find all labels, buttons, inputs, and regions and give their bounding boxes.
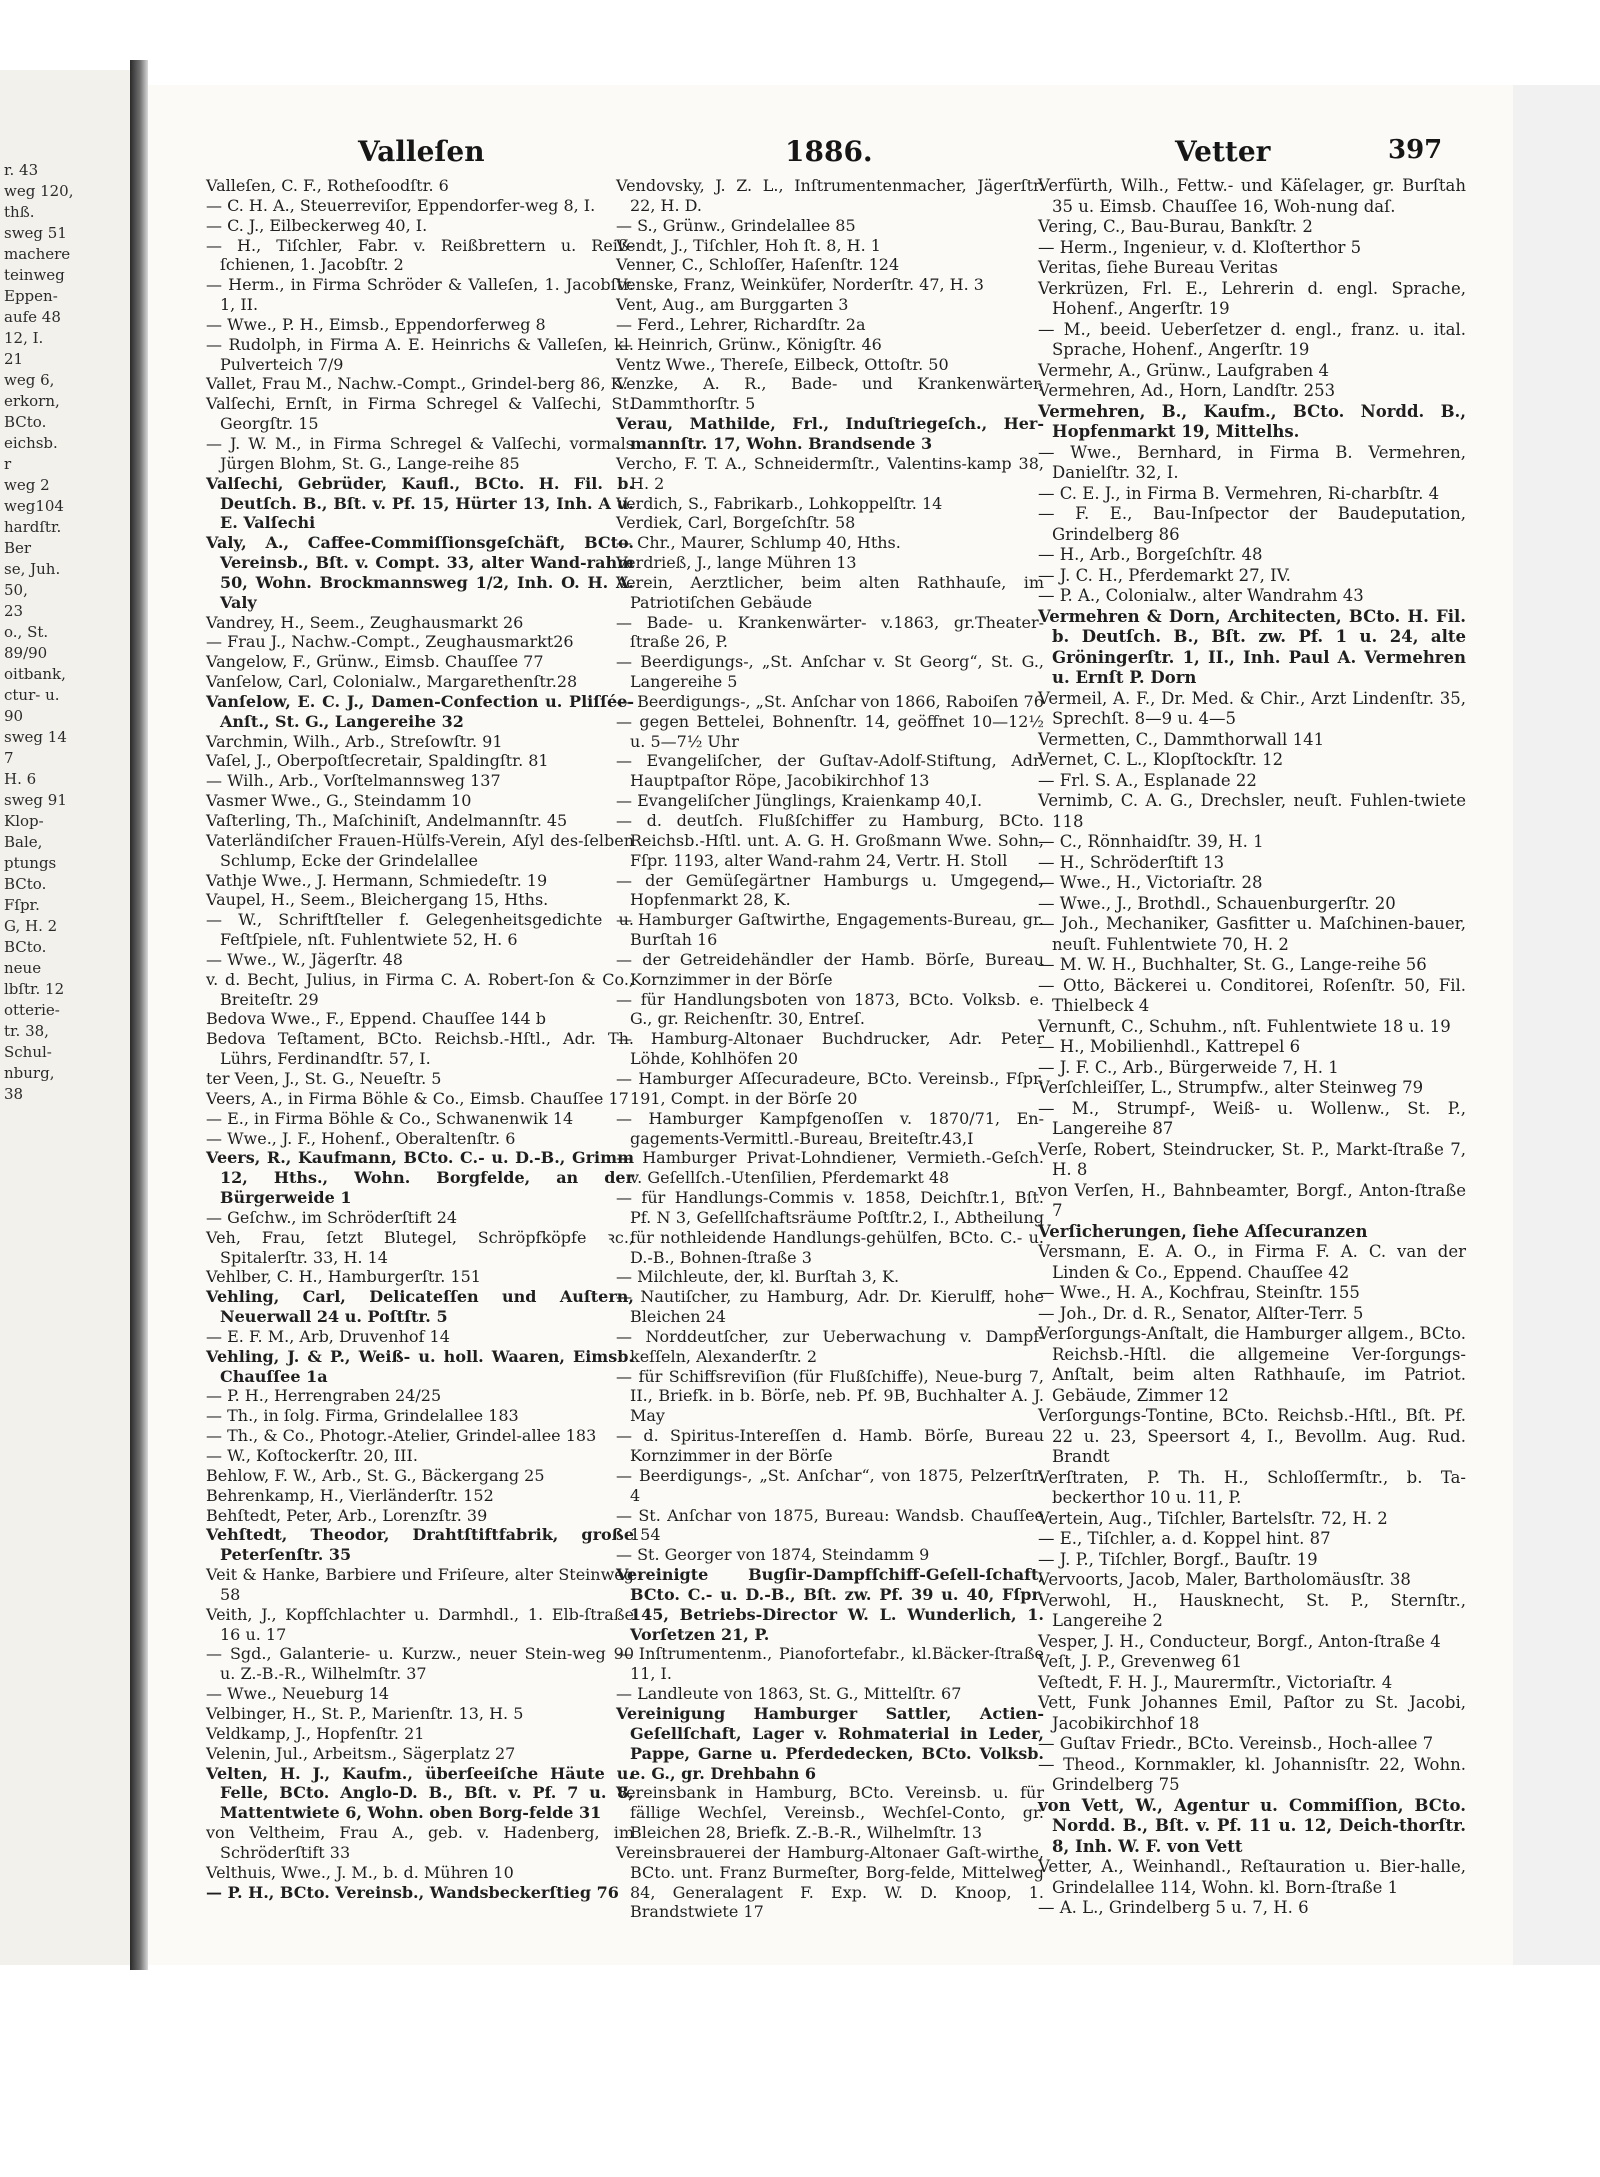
left-edge-fragment: lbſtr. 12 [4,980,65,998]
directory-entry: Veit & Hanke, Barbiere und Friſeure, alter Steinweg 58 [206,1565,634,1604]
left-edge-fragment: aufe 48 [4,308,61,326]
directory-entry: — Inſtrumentenm., Pianofortefabr., kl.Bäcker-ſtraße 11, I. [616,1644,1044,1684]
left-edge-fragment: Ber [4,539,32,557]
directory-entry: Velenin, Jul., Arbeitsm., Sägerplatz 27 [206,1743,516,1763]
directory-entry: — H., Mobilienhdl., Kattrepel 6 [1038,1037,1301,1056]
directory-entry: — Joh., Mechaniker, Gasfitter u. Maſchinen-bauer, neuſt. Fuhlentwiete 70, H. 2 [1038,914,1466,954]
left-edge-fragment: Klop- [4,812,44,830]
scan-margin [1513,85,1600,1965]
directory-entry: Vehſtedt, Theodor, Drahtſtiftfabrik, große Peterſenſtr. 35 [206,1525,634,1565]
left-edge-fragment: sweg 51 [4,224,67,242]
directory-entry: — Sgd., Galanterie- u. Kurzw., neuer Stein-weg 90 u. Z.-B.-R., Wilhelmſtr. 37 [206,1644,634,1684]
left-edge-fragment: erkorn, [4,392,60,410]
directory-entry: — A. L., Grindelberg 5 u. 7, H. 6 [1038,1898,1309,1917]
directory-entry: Verſtraten, P. Th. H., Schloſſermſtr., b. Ta-beckerthor 10 u. 11, P. [1038,1467,1466,1507]
directory-entry: — E., in Firma Böhle & Co., Schwanenwik 14 [206,1108,574,1128]
directory-entry: — Hamburger Privat-Lohndiener, Vermieth.-Geſch. v. Geſellſch.-Utenſilien, Pferdemarkt 48 [616,1148,1044,1188]
directory-entry: — Otto, Bäckerei u. Conditorei, Roſenſtr. 50, Fil. Thielbeck 4 [1038,975,1466,1015]
directory-entry: — Milchleute, der, kl. Burſtah 3, K. [616,1267,900,1287]
directory-entry: Veſt, J. P., Grevenweg 61 [1038,1652,1242,1671]
left-edge-fragment: 7 [4,749,14,767]
directory-entry: — W., Koſtockerſtr. 20, III. [206,1446,418,1465]
directory-entry: Verſicherungen, ſiehe Aſſecuranzen [1038,1221,1368,1241]
left-edge-fragment: se, Juh. [4,560,61,578]
directory-entry: Valſechi, Ernſt, in Firma Schregel & Valſechi, St. Georgſtr. 15 [206,394,634,434]
directory-entry: — J. F. C., Arb., Bürgerweide 7, H. 1 [1038,1057,1339,1077]
directory-entry: Verſorgungs-Anſtalt, die Hamburger allgem., BCto. Reichsb.-Hſtl. die allgemeine Ver-ſorgungs-Anſtalt, beim alten Rathhauſe, im Patriot. Gebäude, Zimmer 12 [1038,1324,1466,1405]
directory-entry: — Frl. S. A., Esplanade 22 [1038,770,1257,790]
directory-entry: Verdrieß, J., lange Mühren 13 [616,553,857,573]
directory-entry: Behſtedt, Peter, Arb., Lorenzſtr. 39 [206,1505,488,1525]
directory-entry: — Th., in ſolg. Firma, Grindelallee 183 [206,1406,519,1426]
directory-entry: Vereinigung Hamburger Sattler, Actien-Geſellſchaft, Lager v. Rohmaterial in Leder, Pappe, Garne u. Pferdedecken, BCto. Volksb. e. G., gr. Drehbahn 6 [616,1703,1044,1783]
directory-entry: Venzke, A. R., Bade- und Krankenwärter, Dammthorſtr. 5 [616,374,1044,414]
directory-entry: — J. P., Tiſchler, Borgf., Bauſtr. 19 [1038,1549,1318,1569]
directory-entry: Veldkamp, J., Hopfenſtr. 21 [206,1723,425,1743]
directory-entry: Bedova Wwe., F., Eppend. Chauſſee 144 b [206,1009,546,1029]
directory-entry: — H., Tiſchler, Fabr. v. Reißbrettern u. Reiß-ſchienen, 1. Jacobſtr. 2 [206,235,634,275]
directory-entry: von Vett, W., Agentur u. Commiſſion, BCto. Nordd. B., Bſt. v. Pf. 11 u. 12, Deich-thorſtr. 8, Inh. W. F. von Vett [1038,1795,1466,1856]
directory-entry: Velten, H. J., Kaufm., überſeeiſche Häute u. Felle, BCto. Anglo-D. B., Bſt. v. Pf. 7 u. 8, Mattentwiete 6, Wohn. oben Borg-felde 31 [206,1763,634,1823]
left-edge-fragment: Fſpr. [4,896,40,914]
directory-entry: Vermetten, C., Dammthorwall 141 [1038,729,1325,749]
directory-entry: — St. Anſchar von 1875, Bureau: Wandsb. Chauſſee 154 [616,1505,1044,1545]
directory-entry: Vermehr, A., Grünw., Laufgraben 4 [1038,360,1330,380]
directory-entry: — J. C. H., Pferdemarkt 27, IV. [1038,565,1291,585]
directory-entry: — Geſchw., im Schröderſtift 24 [206,1207,458,1227]
directory-entry: — Wwe., Neueburg 14 [206,1684,390,1704]
directory-entry: ter Veen, J., St. G., Neueſtr. 5 [206,1068,442,1088]
directory-entry: — P. H., BCto. Vereinsb., Wandsbeckerſtieg 76 [206,1882,619,1902]
directory-entry: — Hamburger Kampfgenoſſen v. 1870/71, En-gagements-Vermittl.-Bureau, Breiteſtr.43,I [616,1108,1044,1148]
directory-entry: Vallet, Frau M., Nachw.-Compt., Grindel-berg 86, K. [206,374,628,394]
directory-entry: — Wwe., W., Jägerſtr. 48 [206,949,403,969]
directory-entry: Veh, Frau, ſetzt Blutegel, Schröpfköpfe ꝛc., Spitalerſtr. 33, H. 14 [206,1227,634,1267]
directory-entry: — C. J., Eilbeckerweg 40, I. [206,215,428,235]
directory-entry: — W., Schriftſteller f. Gelegenheitsgedichte u. Feſtſpiele, nſt. Fuhlentwiete 52, H. 6 [206,910,634,950]
directory-entry: Vereinsbank in Hamburg, BCto. Vereinsb. u. für fällige Wechſel, Vereinsb., Wechſel-Conto, gr. Bleichen 28, Briefk. Z.-B.-R., Wilhelmſtr. 13 [616,1783,1044,1843]
directory-entry: — Norddeutſcher, zur Ueberwachung v. Dampf-keſſeln, Alexanderſtr. 2 [616,1326,1044,1366]
directory-entry: — gegen Bettelei, Bohnenſtr. 14, geöffnet 10—12½ u. 5—7½ Uhr [616,711,1044,751]
left-edge-fragment: oitbank, [4,665,66,683]
directory-entry: Vermeil, A. F., Dr. Med. & Chir., Arzt Lindenſtr. 35, Sprechſt. 8—9 u. 4—5 [1038,688,1466,728]
directory-entry: Vehling, J. & P., Weiß- u. holl. Waaren, Eimsb. Chauſſee 1a [206,1346,634,1386]
directory-entry: Vernet, C. L., Klopſtockſtr. 12 [1038,750,1284,769]
directory-entry: Veers, A., in Firma Böhle & Co., Eimsb. Chauſſee 17 [206,1088,629,1108]
directory-entry: Verdich, S., Fabrikarb., Lohkoppelſtr. 14 [616,493,943,513]
left-edge-fragment: 89/90 [4,644,48,662]
directory-entry: — C., Rönnhaidſtr. 39, H. 1 [1038,832,1264,851]
directory-entry: — Heinrich, Grünw., Königſtr. 46 [616,334,882,354]
directory-entry: — Theod., Kornmakler, kl. Johannisſtr. 22, Wohn. Grindelberg 75 [1038,1754,1466,1794]
directory-entry: Veſtedt, F. H. J., Maurermſtr., Victoriaſtr. 4 [1038,1672,1393,1692]
directory-entry: — Chr., Maurer, Schlump 40, Hths. [616,533,901,553]
directory-entry: Bedova Teſtament, BCto. Reichsb.-Hſtl., Adr. Th. Lührs, Ferdinandſtr. 57, I. [206,1029,634,1069]
left-page-fragments [4,160,128,1105]
directory-entry: Veers, R., Kaufmann, BCto. C.- u. D.-B., Grimm 12, Hths., Wohn. Borgfelde, an der Bürgerweide 1 [206,1148,634,1208]
directory-entry: Verdiek, Carl, Borgeſchſtr. 58 [616,513,856,533]
directory-entry: Vervoorts, Jacob, Maler, Bartholomäusſtr. 38 [1038,1570,1411,1589]
directory-entry: — St. Georger von 1874, Steindamm 9 [616,1545,930,1565]
directory-entry: Veith, J., Kopfſchlachter u. Darmhdl., 1. Elb-ſtraße 16 u. 17 [206,1604,634,1644]
directory-entry: Varchmin, Wilh., Arb., Streſowſtr. 91 [206,731,503,751]
directory-entry: Behlow, F. W., Arb., St. G., Bäckergang 25 [206,1465,545,1485]
left-edge-fragment: Bale, [4,833,43,851]
directory-column-3 [1038,176,1466,1919]
directory-column-2 [616,176,1044,1922]
directory-entry: — Wwe., J., Brothdl., Schauenburgerſtr. 20 [1038,893,1396,913]
left-edge-fragment: 50, [4,581,28,599]
directory-entry: — Frau J., Nachw.-Compt., Zeughausmarkt26 [206,632,574,652]
directory-entry: Valſechi, Gebrüder, Kaufl., BCto. H. Fil. b. Deutſch. B., Bſt. v. Pf. 15, Hürter 13, Inh. A u. E. Valſechi [206,473,634,533]
directory-entry: — Rudolph, in Firma A. E. Heinrichs & Valleſen, kl. Pulverteich 7/9 [206,334,634,374]
directory-entry: — Wwe., H., Victoriaſtr. 28 [1038,873,1263,892]
directory-entry: — Evangeliſcher, der Guſtav-Adolf-Stiftung, Adr. Hauptpaſtor Röpe, Jacobikirchhof 13 [616,751,1044,791]
directory-entry: von Verſen, H., Bahnbeamter, Borgf., Anton-ſtraße 7 [1038,1180,1466,1220]
directory-entry: Velthuis, Wwe., J. M., b. d. Mühren 10 [206,1862,514,1882]
directory-entry: — Hamburger Aſſecuradeure, BCto. Vereinsb., Fſpr. 191, Compt. in der Börſe 20 [616,1068,1044,1108]
directory-entry: — M. W. H., Buchhalter, St. G., Lange-reihe 56 [1038,955,1427,974]
directory-entry: Verſchleiſſer, L., Strumpfw., alter Steinweg 79 [1038,1078,1424,1097]
left-edge-fragment: Eppen- [4,287,58,305]
directory-entry: Vering, C., Bau-Burau, Bankſtr. 2 [1038,217,1313,236]
left-edge-fragment: nburg, [4,1064,55,1082]
left-edge-fragment: weg 6, [4,371,55,389]
directory-entry: v. d. Becht, Julius, in Firma C. A. Robert-ſon & Co., Breiteſtr. 29 [206,969,634,1009]
left-edge-fragment: H. 6 [4,770,37,788]
left-edge-fragment: BCto. [4,413,47,431]
directory-entry: — E. F. M., Arb, Druvenhof 14 [206,1326,450,1346]
directory-entry: Ventz Wwe., Thereſe, Eilbeck, Ottoſtr. 50 [616,354,949,374]
left-edge-fragment: otterie- [4,1001,60,1019]
directory-entry: Veritas, ſiehe Bureau Veritas [1038,258,1278,277]
directory-entry: — Wilh., Arb., Vorſtelmannsweg 137 [206,771,501,791]
directory-page [148,85,1513,1965]
directory-entry: Verwohl, H., Hausknecht, St. P., Sternſtr., Langereihe 2 [1038,1590,1466,1630]
directory-entry: — Nautiſcher, zu Hamburg, Adr. Dr. Kierulff, hohe Bleichen 24 [616,1287,1044,1327]
left-edge-fragment: teinweg [4,266,65,284]
directory-column-1 [206,176,634,1902]
directory-entry: — P. A., Colonialw., alter Wandrahm 43 [1038,586,1364,605]
directory-entry: Vereinsbrauerei der Hamburg-Altonaer Gaſt-wirthe, BCto. unt. Franz Burmeſter, Borg-felde, Mittelweg 84, Generalagent F. Exp. W. D. Knoop, 1. Brandstwiete 17 [616,1842,1044,1922]
directory-entry: Vertein, Aug., Tiſchler, Bartelsſtr. 72, H. 2 [1038,1508,1388,1528]
directory-entry: Vandrey, H., Seem., Zeughausmarkt 26 [206,612,524,632]
running-head-right: Vetter [1175,135,1271,168]
directory-entry: Vernimb, C. A. G., Drechsler, neuſt. Fuhlen-twiete 118 [1038,791,1466,831]
directory-entry: Vanſelow, Carl, Colonialw., Margarethenſtr.28 [206,672,578,692]
directory-entry: — für Schiffsreviſion (für Flußſchiffe), Neue-burg 7, II., Briefk. in b. Börſe, neb. Pf. 9B, Buchhalter A. J. May [616,1366,1044,1426]
left-edge-fragment: thß. [4,203,35,221]
directory-entry: von Veltheim, Frau A., geb. v. Hadenberg, im Schröderſtift 33 [206,1823,634,1862]
left-edge-fragment: 23 [4,602,24,620]
directory-entry: — Evangeliſcher Jünglings, Kraienkamp 40,I. [616,791,983,811]
directory-entry: — Guſtav Friedr., BCto. Vereinsb., Hoch-allee 7 [1038,1734,1434,1753]
directory-entry: — d. Spiritus-Intereſſen d. Hamb. Börſe, Bureau Kornzimmer in der Börſe [616,1426,1044,1465]
directory-entry: Vendt, J., Tiſchler, Hoh ſt. 8, H. 1 [616,235,881,255]
directory-entry: — Wwe., P. H., Eimsb., Eppendorferweg 8 [206,314,546,334]
directory-entry: — S., Grünw., Grindelallee 85 [616,215,856,235]
directory-entry: Vermehren, B., Kaufm., BCto. Nordd. B., Hopfenmarkt 19, Mittelhs. [1038,401,1466,441]
left-edge-fragment: 21 [4,350,24,368]
directory-entry: Vett, Funk Johannes Emil, Paſtor zu St. Jacobi, Jacobikirchhof 18 [1038,1693,1466,1733]
directory-entry: Verſorgungs-Tontine, BCto. Reichsb.-Hſtl., Bſt. Pf. 22 u. 23, Speersort 4, I., Bevollm. Aug. Rud. Brandt [1038,1406,1466,1466]
directory-entry: Vehling, Carl, Delicateſſen und Auſtern, Neuerwall 24 u. Poſtſtr. 5 [206,1287,634,1327]
left-page-edge [0,70,132,1965]
left-edge-fragment: Schul- [4,1043,52,1061]
directory-entry: — Wwe., J. F., Hohenf., Oberaltenſtr. 6 [206,1128,516,1148]
directory-entry: — Beerdigungs-, „St. Anſchar von 1866, Raboiſen 76 [616,691,1044,711]
directory-entry: Venner, C., Schloſſer, Haſenſtr. 124 [616,255,900,275]
left-edge-fragment: BCto. [4,875,47,893]
directory-entry: Behrenkamp, H., Vierländerſtr. 152 [206,1485,494,1505]
running-head-year: 1886. [785,135,873,168]
directory-entry: Vent, Aug., am Burggarten 3 [616,295,849,315]
left-edge-fragment: weg104 [4,497,64,515]
directory-entry: — Beerdigungs-, „St. Anſchar“, von 1875, Pelzerſtr. 4 [616,1465,1044,1505]
directory-entry: — Hamburger Gaſtwirthe, Engagements-Bureau, gr. Burſtah 16 [616,910,1044,950]
directory-entry: Verein, Aerztlicher, beim alten Rathhauſe, im Patriotiſchen Gebäude [616,572,1044,612]
directory-entry: Verfürth, Wilh., Fettw.- und Käſelager, gr. Burſtah 35 u. Eimsb. Chauſſee 16, Woh-nung daſ. [1038,176,1466,216]
directory-entry: Vathje Wwe., J. Hermann, Schmiedeſtr. 19 [206,870,548,890]
directory-entry: Verſe, Robert, Steindrucker, St. P., Markt-ſtraße 7, H. 8 [1038,1139,1466,1179]
left-edge-fragment: r [4,455,12,473]
left-edge-fragment: eichsb. [4,434,58,452]
directory-entry: Velbinger, H., St. P., Marienſtr. 13, H. 5 [206,1703,524,1723]
directory-entry: — Landleute von 1863, St. G., Mittelſtr. 67 [616,1684,962,1704]
page-number: 397 [1388,135,1443,165]
directory-entry: Verkrüzen, Frl. E., Lehrerin d. engl. Sprache, Hohenf., Angerſtr. 19 [1038,278,1466,318]
directory-entry: — E., Tiſchler, a. d. Koppel hint. 87 [1038,1529,1331,1548]
directory-entry: Vehlber, C. H., Hamburgerſtr. 151 [206,1267,481,1287]
directory-entry: Vermehren & Dorn, Architecten, BCto. H. Fil. b. Deutſch. B., Bſt. zw. Pf. 1 u. 24, alte Gröningerſtr. 1, II., Inh. Paul A. Vermehren u. Ernſt P. Dorn [1038,606,1466,687]
directory-entry: Vaupel, H., Seem., Bleichergang 15, Hths. [206,890,549,910]
directory-entry: — F. E., Bau-Inſpector der Baudeputation, Grindelberg 86 [1038,504,1466,544]
directory-entry: Valleſen, C. F., Rotheſoodſtr. 6 [206,176,449,195]
left-edge-fragment: r. 43 [4,161,39,179]
left-edge-fragment: machere [4,245,71,263]
directory-entry: Verau, Mathilde, Frl., Induſtriegeſch., Her-mannſtr. 17, Wohn. Brandsende 3 [616,414,1044,453]
directory-entry: — Joh., Dr. d. R., Senator, Alſter-Terr. 5 [1038,1303,1364,1323]
directory-entry: — C. E. J., in Firma B. Vermehren, Ri-charbſtr. 4 [1038,483,1440,503]
directory-entry: — Bade- u. Krankenwärter- v.1863, gr.Theater-ſtraße 26, P. [616,612,1044,652]
directory-entry: Vanſelow, E. C. J., Damen-Confection u. Pliſſée-Anſt., St. G., Langereihe 32 [206,691,634,731]
left-edge-fragment: sweg 14 [4,728,67,746]
directory-entry: Vernunft, C., Schuhm., nſt. Fuhlentwiete 18 u. 19 [1038,1016,1451,1036]
book-gutter [130,60,148,1970]
directory-entry: — der Gemüſegärtner Hamburgs u. Umgegend, Hopfenmarkt 28, K. [616,870,1044,910]
directory-entry: — der Getreidehändler der Hamb. Börſe, Bureau Kornzimmer in der Börſe [616,949,1044,989]
left-edge-fragment: ptungs [4,854,57,872]
directory-entry: Vereinigte Bugſir-Dampfſchiff-Geſell-ſchaft, BCto. C.- u. D.-B., Bſt. zw. Pf. 39 u. 40, Fſpr. 145, Betriebs-Director W. L. Wunderlich, 1. Vorſetzen 21, P. [616,1565,1044,1644]
left-edge-fragment: weg 120, [4,182,74,200]
directory-entry: Valy, A., Caffee-Commiſſionsgeſchäft, BCto. Vereinsb., Bſt. v. Compt. 33, alter Wand-rahm 50, Wohn. Brockmannsweg 1/2, Inh. O. H. A. Valy [206,533,634,612]
directory-entry: — H., Schröderſtift 13 [1038,852,1225,872]
directory-entry: — M., beeid. Ueberſetzer d. engl., franz. u. ital. Sprache, Hohenf., Angerſtr. 19 [1038,319,1466,359]
left-edge-fragment: tr. 38, [4,1022,49,1040]
directory-entry: Vasmer Wwe., G., Steindamm 10 [206,791,472,811]
directory-entry: Vangelow, F., Grünw., Eimsb. Chauſſee 77 [206,652,544,672]
left-edge-fragment: 90 [4,707,24,725]
directory-entry: — J. W. M., in Firma Schregel & Valſechi, vormals Jürgen Blohm, St. G., Lange-reihe 85 [206,433,634,473]
left-edge-fragment: ctur- u. [4,686,60,704]
directory-entry: — Ferd., Lehrer, Richardſtr. 2a [616,314,866,334]
left-edge-fragment: weg 2 [4,476,50,494]
directory-entry: — Herm., Ingenieur, v. d. Kloſterthor 5 [1038,237,1362,257]
left-edge-fragment: 38 [4,1085,24,1103]
left-edge-fragment: sweg 91 [4,791,67,809]
directory-entry: — Th., & Co., Photogr.-Atelier, Grindel-allee 183 [206,1426,597,1446]
directory-entry: Vermehren, Ad., Horn, Landſtr. 253 [1038,381,1336,400]
directory-entry: — H., Arb., Borgeſchſtr. 48 [1038,545,1263,564]
left-edge-fragment: o., St. [4,623,49,641]
directory-entry: — P. H., Herrengraben 24/25 [206,1386,442,1406]
left-edge-fragment: neue [4,959,42,977]
directory-entry: — d. deutſch. Flußſchiffer zu Hamburg, BCto. Reichsb.-Hſtl. unt. A. G. H. Großmann Wwe. Sohn, Fſpr. 1193, alter Wand-rahm 24, Vertr. H. Stoll [616,811,1044,870]
directory-entry: Vendovsky, J. Z. L., Inſtrumentenmacher, Jägerſtr. 22, H. D. [616,176,1044,215]
left-edge-fragment: hardſtr. [4,518,62,536]
directory-entry: — für Handlungs-Commis v. 1858, Deichſtr.1, Bſt. Pf. N 3, Geſellſchaftsräume Poſtſtr.2, I., Abtheilung für nothleidende Handlungs-gehülfen, BCto. C.- u. D.-B., Bohnen-ſtraße 3 [616,1188,1044,1267]
running-head-left: Valleſen [358,135,485,168]
directory-entry: — C. H. A., Steuerreviſor, Eppendorfer-weg 8, I. [206,195,596,215]
directory-entry: — Wwe., Bernhard, in Firma B. Vermehren, Danielſtr. 32, I. [1038,442,1466,482]
directory-entry: Vaſel, J., Oberpoſtſecretair, Spaldingſtr. 81 [206,751,549,771]
directory-entry: Vercho, F. T. A., Schneidermſtr., Valentins-kamp 38, H. 2 [616,453,1044,493]
directory-entry: Venske, Franz, Weinküfer, Norderſtr. 47, H. 3 [616,275,984,295]
directory-entry: Vetter, A., Weinhandl., Reſtauration u. Bier-halle, Grindelallee 114, Wohn. kl. Born-ſtraße 1 [1038,1857,1466,1897]
left-edge-fragment: BCto. [4,938,47,956]
directory-entry: — Beerdigungs-, „St. Anſchar v. St Georg“, St. G., Langereihe 5 [616,652,1044,692]
directory-entry: — für Handlungsboten von 1873, BCto. Volksb. e. G., gr. Reichenſtr. 30, Entreſ. [616,989,1044,1029]
directory-entry: Versmann, E. A. O., in Firma F. A. C. van der Linden & Co., Eppend. Chauſſee 42 [1038,1242,1466,1282]
left-edge-fragment: 12, I. [4,329,44,347]
directory-entry: — Herm., in Firma Schröder & Valleſen, 1. Jacobſtr. 1, II. [206,275,634,315]
directory-entry: — Wwe., H. A., Kochfrau, Steinſtr. 155 [1038,1283,1360,1302]
directory-entry: — M., Strumpf-, Weiß- u. Wollenw., St. P., Langereihe 87 [1038,1098,1466,1138]
directory-entry: Vaſterling, Th., Maſchiniſt, Andelmannſtr. 45 [206,811,568,830]
left-edge-fragment: G, H. 2 [4,917,58,935]
directory-entry: Vesper, J. H., Conducteur, Borgf., Anton-ſtraße 4 [1038,1631,1441,1651]
directory-entry: Vaterländiſcher Frauen-Hülfs-Verein, Aſyl des-ſelben Schlump, Ecke der Grindelallee [206,830,634,870]
directory-entry: — Hamburg-Altonaer Buchdrucker, Adr. Peter Löhde, Kohlhöfen 20 [616,1029,1044,1069]
